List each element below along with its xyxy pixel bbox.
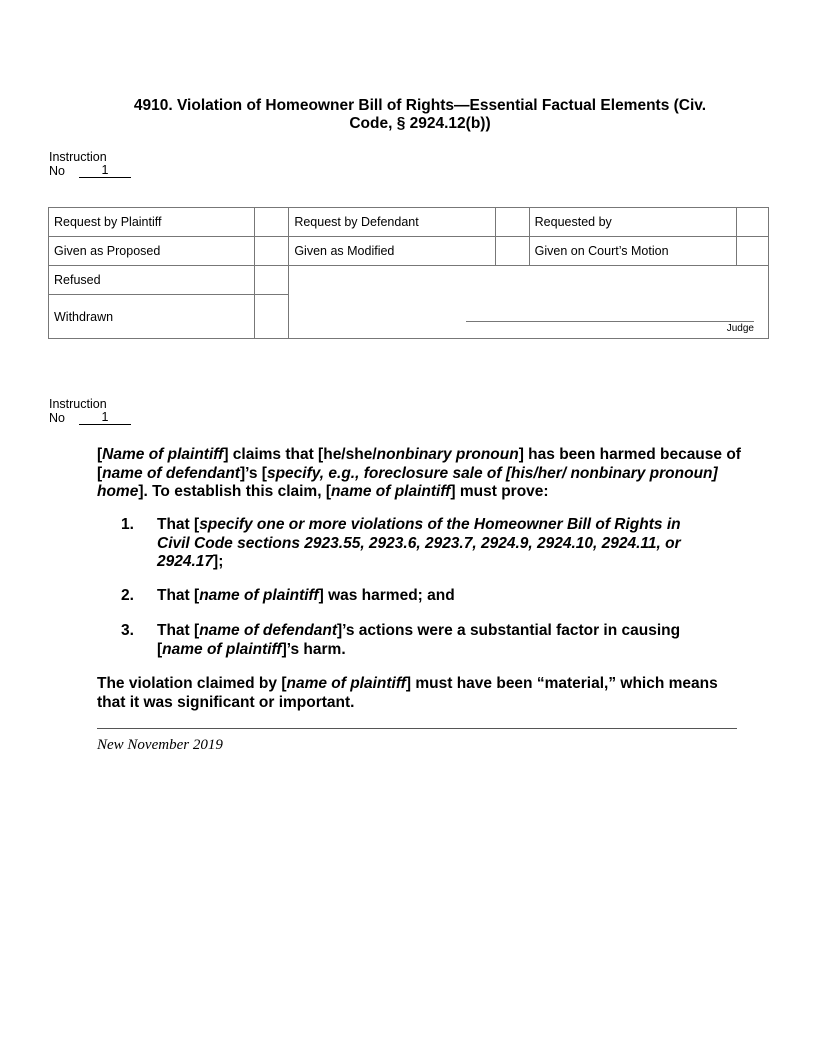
instruction-number-top (49, 150, 131, 178)
list-item-text: That [specify one or more violations of the Homeowner Bill of Rights in Civil Code sections 2923.55, 2923.6, 2923.7, 2924.9, 2924.10, 2924.11, or 2924.17]; (157, 516, 681, 570)
list-item-number: 2. (121, 587, 134, 604)
materiality-paragraph: The violation claimed by [name of plaintiff] must have been “material,” which means that it was significant or important. (97, 675, 718, 711)
revision-note: New November 2019 (97, 737, 223, 753)
list-item-number: 1. (121, 516, 134, 533)
request-by-defendant-label: Request by Defendant (289, 208, 495, 237)
instruction-label: Instruction (49, 397, 107, 411)
judge-label: Judge (726, 323, 754, 334)
given-on-courts-motion-checkbox[interactable] (736, 237, 768, 266)
list-item-number: 3. (121, 622, 134, 639)
refused-checkbox[interactable] (255, 266, 289, 295)
instruction-number-field[interactable]: 1 (79, 164, 131, 178)
list-item-text: That [name of plaintiff] was harmed; and (157, 587, 455, 604)
withdrawn-label: Withdrawn (49, 295, 255, 339)
instruction-no-label: No (49, 411, 65, 425)
claim-paragraph: [Name of plaintiff] claims that [he/she/nonbinary pronoun] has been harmed because of [name of defendant]’s [specify, e.g., foreclosure sale of [his/her/ nonbinary pronoun] home]. To establish this claim, [name of plaintiff] must prove: (97, 446, 741, 500)
request-by-plaintiff-label: Request by Plaintiff (49, 208, 255, 237)
given-as-proposed-label: Given as Proposed (49, 237, 255, 266)
requested-by-checkbox[interactable] (736, 208, 768, 237)
title-line-1: 4910. Violation of Homeowner Bill of Rights—Essential Factual Elements (Civ. (133, 97, 707, 114)
instruction-label: Instruction (49, 150, 107, 164)
given-as-proposed-checkbox[interactable] (255, 237, 289, 266)
instruction-title (100, 97, 740, 133)
given-as-modified-label: Given as Modified (289, 237, 495, 266)
request-table (48, 207, 769, 339)
judge-signature-line (466, 321, 754, 322)
requested-by-label: Requested by (529, 208, 736, 237)
instruction-number-bottom (49, 397, 131, 425)
title-line-2: Code, § 2924.12(b)) (349, 115, 491, 132)
given-on-courts-motion-label: Given on Court’s Motion (529, 237, 736, 266)
request-by-plaintiff-checkbox[interactable] (255, 208, 289, 237)
instruction-no-label: No (49, 164, 65, 178)
given-as-modified-checkbox[interactable] (495, 237, 529, 266)
list-item-text: That [name of defendant]’s actions were a substantial factor in causing [name of plaintiff]’s harm. (157, 622, 681, 658)
footer-divider (97, 728, 737, 729)
request-by-defendant-checkbox[interactable] (495, 208, 529, 237)
instruction-number-field[interactable]: 1 (79, 411, 131, 425)
refused-label: Refused (49, 266, 255, 295)
withdrawn-checkbox[interactable] (255, 295, 289, 339)
